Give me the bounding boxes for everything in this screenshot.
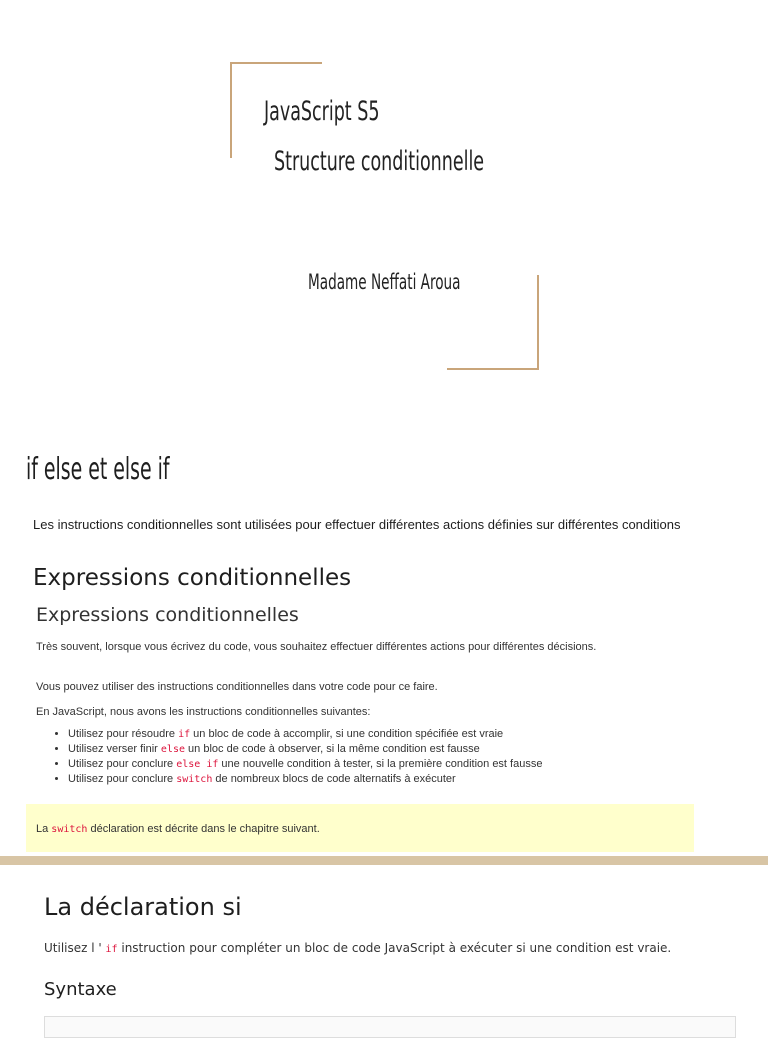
- syntax-label: Syntaxe: [44, 979, 117, 1000]
- keyword-code: switch: [51, 824, 88, 835]
- corner-decoration-top-left: [230, 62, 322, 64]
- conditional-list: [52, 727, 708, 787]
- list-item: • Utilisez verser finir else un bloc de code à observer, si la même condition est fausse: [68, 742, 708, 757]
- keyword-code: switch: [176, 774, 213, 785]
- keyword-code: else if: [176, 759, 219, 770]
- slide-divider: [0, 856, 768, 865]
- slide-title: JavaScript S5: [264, 96, 380, 127]
- corner-decoration-top-left-vertical: [230, 62, 232, 158]
- author-name: Madame Neffati Aroua: [308, 270, 461, 294]
- keyword-code: if: [105, 944, 118, 955]
- keyword-code: if: [178, 729, 191, 740]
- declaration-paragraph: Utilisez l ' if instruction pour compléter un bloc de code JavaScript à exécuter si une condition est vraie.: [44, 941, 672, 955]
- slide-subtitle: Structure conditionnelle: [274, 146, 485, 177]
- code-block: [44, 1016, 736, 1038]
- declaration-heading: La déclaration si: [44, 893, 242, 921]
- screenshot-paragraph-1: Très souvent, lorsque vous écrivez du code, vous souhaitez effectuer différentes actions pour différentes décisions.: [36, 641, 597, 653]
- list-item: • Utilisez pour résoudre if un bloc de code à accomplir, si une condition spécifiée est vraie: [68, 727, 708, 742]
- list-item: • Utilisez pour conclure else if une nouvelle condition à tester, si la première condition est fausse: [68, 757, 708, 772]
- corner-decoration-bottom-right: [447, 368, 539, 370]
- screenshot-paragraph-2: Vous pouvez utiliser des instructions conditionnelles dans votre code pour ce faire.: [36, 681, 438, 693]
- list-item: • Utilisez pour conclure switch de nombreux blocs de code alternatifs à exécuter: [68, 772, 708, 787]
- corner-decoration-bottom-right-vertical: [537, 275, 539, 370]
- section-heading: if else et else if: [26, 452, 170, 487]
- section-title: Expressions conditionnelles: [33, 565, 352, 591]
- note-text: La switch déclaration est décrite dans le chapitre suivant.: [36, 823, 320, 835]
- keyword-code: else: [160, 744, 185, 755]
- intro-paragraph: Les instructions conditionnelles sont utilisées pour effectuer différentes actions définies sur différentes conditions: [33, 517, 681, 532]
- screenshot-paragraph-3: En JavaScript, nous avons les instructions conditionnelles suivantes:: [36, 706, 371, 718]
- screenshot-heading: Expressions conditionnelles: [36, 604, 299, 626]
